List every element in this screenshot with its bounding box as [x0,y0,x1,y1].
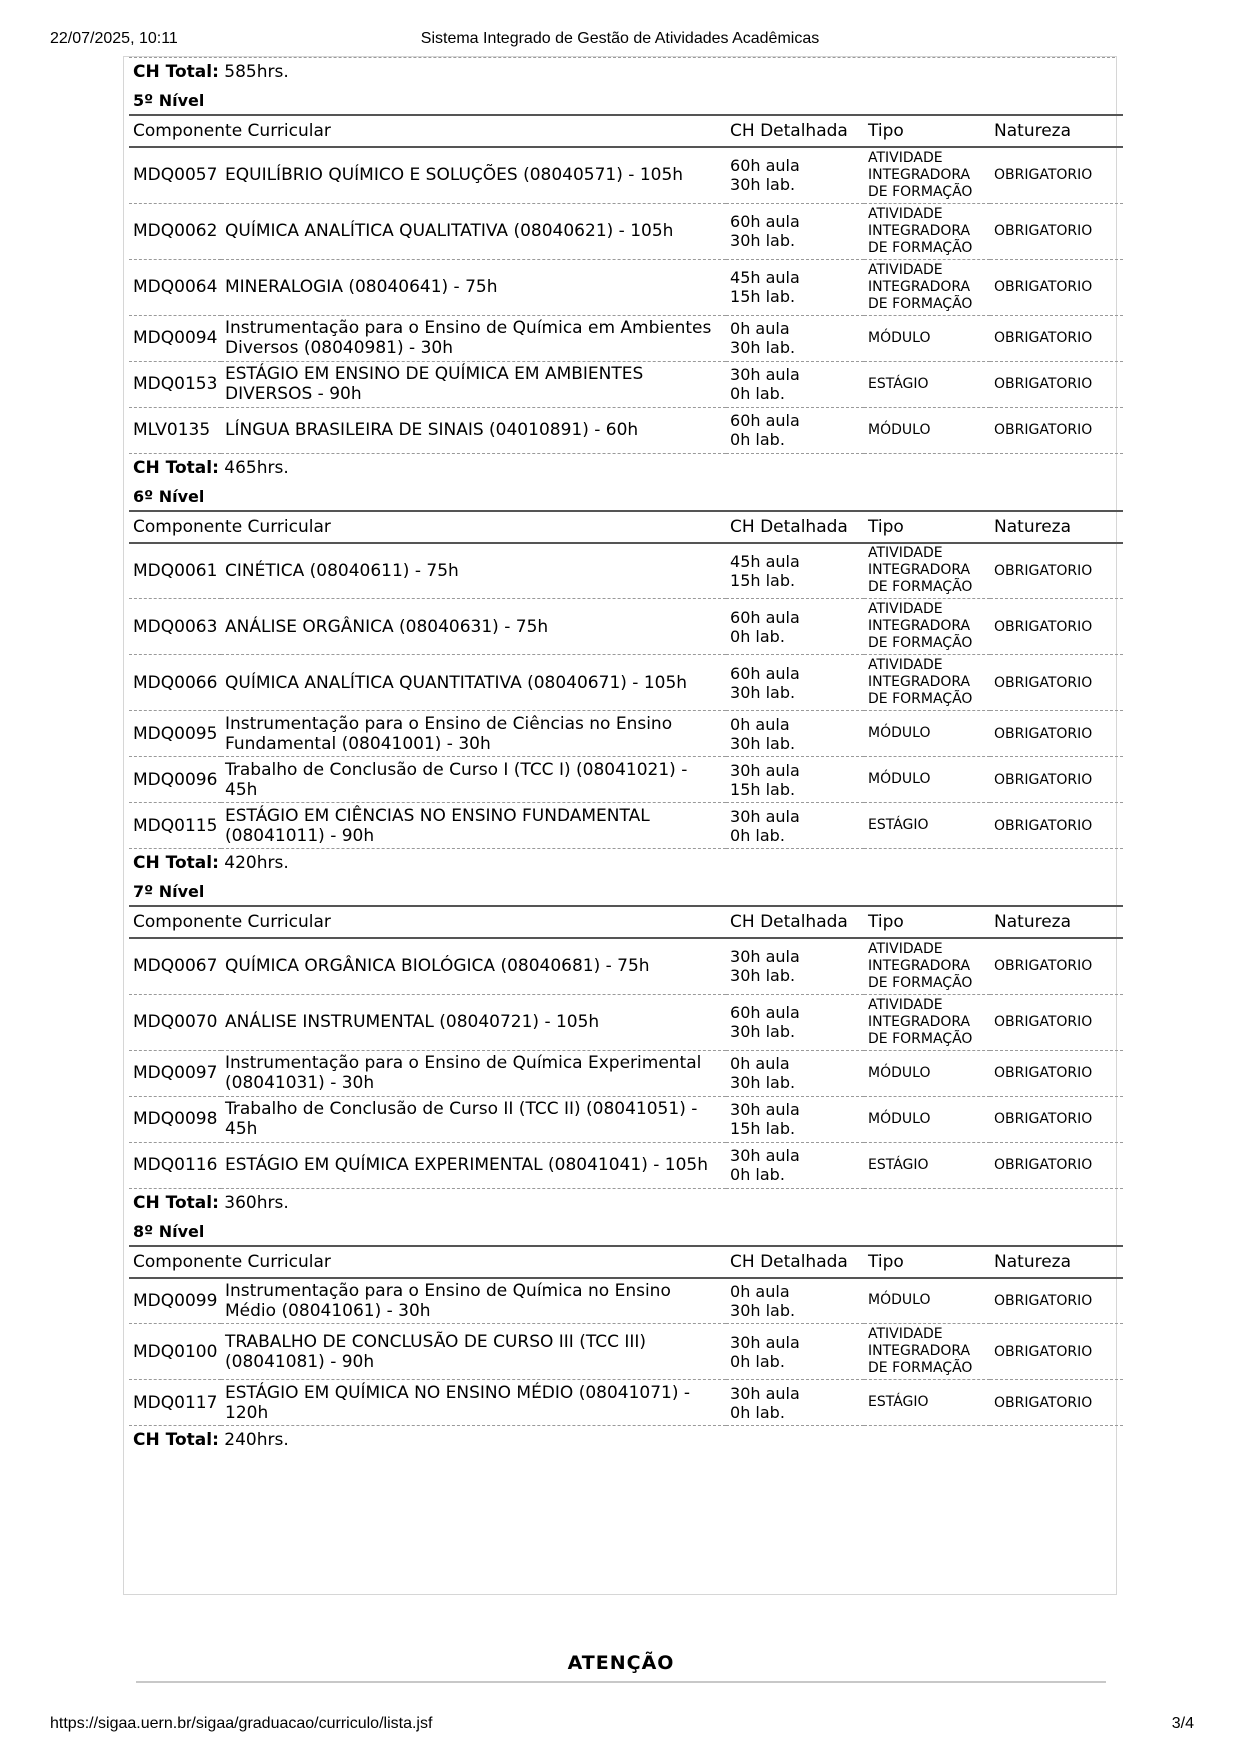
ch-detalhada [726,599,864,655]
ch-total-label: CH Total: [133,62,219,82]
component-name: TRABALHO DE CONCLUSÃO DE CURSO III (TCC III) (08041081) - 90h [221,1324,726,1380]
tipo-line: ESTÁGIO [868,1156,929,1173]
ch-lab: 0h lab. [730,1165,785,1184]
ch-total-label: CH Total: [133,1192,219,1213]
table-row [129,259,1123,315]
component-name: ANÁLISE ORGÂNICA (08040631) - 75h [221,599,726,655]
component-name: QUÍMICA ORGÂNICA BIOLÓGICA (08040681) - 75h [221,938,726,994]
print-url: https://sigaa.uern.br/sigaa/graduacao/curriculo/lista.jsf [50,1715,433,1732]
component-tipo [864,361,990,407]
tipo-line: ATIVIDADE [868,940,943,957]
component-code: MDQ0116 [129,1142,221,1188]
component-name: MINERALOGIA (08040641) - 75h [221,259,726,315]
curriculum-content [129,57,1123,1454]
tipo-line: INTEGRADORA [868,957,971,974]
table-row [129,599,1123,655]
tipo-line: INTEGRADORA [868,278,971,295]
print-page-number: 3/4 [1171,1715,1194,1732]
component-natureza: OBRIGATORIO [990,757,1123,803]
print-page-title: Sistema Integrado de Gestão de Atividades Acadêmicas [420,30,820,47]
ch-lab: 30h lab. [730,231,796,250]
component-tipo [864,757,990,803]
ch-lab: 30h lab. [730,175,796,195]
ch-lab: 15h lab. [730,779,796,799]
ch-lab: 15h lab. [730,570,796,590]
component-code: MDQ0115 [129,803,221,849]
component-code: MDQ0067 [129,938,221,994]
curriculum-table [129,1245,1123,1427]
ch-total-label: CH Total: [133,1430,219,1450]
component-code: MDQ0066 [129,655,221,711]
ch-aula: 30h aula [730,1100,800,1119]
table-row [129,1050,1123,1096]
ch-total-previous [129,58,1123,86]
ch-total [129,1189,1123,1217]
ch-detalhada [726,315,864,361]
ch-detalhada [726,757,864,803]
tipo-line: DE FORMAÇÃO [868,635,973,651]
tipo-line: MÓDULO [868,1292,931,1309]
component-tipo [864,711,990,757]
component-code: MDQ0094 [129,315,221,361]
level-title: 5º Nível [133,91,205,110]
table-header-row [129,906,1123,938]
tipo-line: ATIVIDADE [868,996,943,1013]
ch-lab: 0h lab. [730,430,785,449]
component-code: MDQ0095 [129,711,221,757]
component-tipo [864,1142,990,1188]
ch-aula: 60h aula [730,212,800,231]
column-header-ch: CH Detalhada [726,115,864,147]
ch-total-value: 465hrs. [224,457,289,478]
component-natureza: OBRIGATORIO [990,711,1123,757]
component-tipo [864,147,990,203]
column-header-tipo: Tipo [864,115,990,147]
component-code: MDQ0064 [129,259,221,315]
component-natureza: OBRIGATORIO [990,147,1123,203]
ch-detalhada [726,1096,864,1142]
tipo-line: INTEGRADORA [868,1343,971,1359]
column-header-natureza: Natureza [990,511,1123,543]
component-code: MDQ0063 [129,599,221,655]
ch-lab: 30h lab. [730,1022,796,1041]
component-natureza: OBRIGATORIO [990,1096,1123,1142]
tipo-line: DE FORMAÇÃO [868,1360,973,1376]
ch-aula: 60h aula [730,663,800,683]
tipo-line: DE FORMAÇÃO [868,579,973,596]
component-code: MDQ0153 [129,361,221,407]
component-code: MDQ0096 [129,757,221,803]
table-row [129,315,1123,361]
ch-lab: 15h lab. [730,1119,796,1138]
ch-aula: 30h aula [730,947,800,967]
component-tipo [864,655,990,711]
component-natureza: OBRIGATORIO [990,361,1123,407]
tipo-line: MÓDULO [868,771,931,787]
ch-total-value: 360hrs. [224,1192,289,1213]
component-natureza: OBRIGATORIO [990,203,1123,259]
component-natureza: OBRIGATORIO [990,407,1123,453]
ch-detalhada [726,1142,864,1188]
ch-aula: 0h aula [730,714,790,734]
table-row [129,1142,1123,1188]
column-header-componente: Componente Curricular [129,511,726,543]
ch-lab: 30h lab. [730,966,796,986]
component-code: MLV0135 [129,407,221,453]
ch-detalhada [726,407,864,453]
ch-total-value: 420hrs. [224,853,289,873]
print-header [0,30,1240,54]
tipo-line: INTEGRADORA [868,618,971,634]
table-row [129,711,1123,757]
component-tipo [864,407,990,453]
component-code: MDQ0097 [129,1050,221,1096]
table-header-row [129,511,1123,543]
tipo-line: INTEGRADORA [868,562,971,579]
ch-detalhada [726,711,864,757]
component-code: MDQ0098 [129,1096,221,1142]
ch-aula: 0h aula [730,1281,790,1301]
ch-lab: 0h lab. [730,825,785,845]
component-tipo [864,938,990,994]
print-footer [0,1715,1240,1739]
component-natureza: OBRIGATORIO [990,315,1123,361]
ch-detalhada [726,543,864,599]
ch-aula: 45h aula [730,551,800,571]
component-code: MDQ0099 [129,1278,221,1324]
component-name: ESTÁGIO EM QUÍMICA NO ENSINO MÉDIO (08041071) - 120h [221,1380,726,1426]
component-tipo [864,1324,990,1380]
ch-lab: 0h lab. [730,626,785,646]
component-natureza: OBRIGATORIO [990,1142,1123,1188]
ch-lab: 30h lab. [730,1300,796,1320]
component-natureza: OBRIGATORIO [990,803,1123,849]
table-row [129,803,1123,849]
component-name: ESTÁGIO EM CIÊNCIAS NO ENSINO FUNDAMENTAL (08041011) - 90h [221,803,726,849]
tipo-line: INTEGRADORA [868,1013,971,1030]
tipo-line: ATIVIDADE [868,657,943,673]
print-datetime: 22/07/2025, 10:11 [50,30,178,47]
tipo-line: INTEGRADORA [868,222,971,239]
ch-aula: 30h aula [730,806,800,826]
ch-detalhada [726,259,864,315]
component-code: MDQ0057 [129,147,221,203]
ch-detalhada [726,803,864,849]
ch-lab: 30h lab. [730,682,796,702]
level-title: 8º Nível [133,1221,205,1241]
ch-aula: 30h aula [730,1383,800,1403]
column-header-natureza: Natureza [990,1246,1123,1278]
table-row [129,1324,1123,1380]
ch-detalhada [726,1324,864,1380]
component-tipo [864,994,990,1050]
ch-aula: 60h aula [730,1003,800,1022]
component-code: MDQ0117 [129,1380,221,1426]
ch-detalhada [726,1278,864,1324]
table-row [129,361,1123,407]
component-code: MDQ0062 [129,203,221,259]
component-tipo [864,543,990,599]
ch-detalhada [726,994,864,1050]
component-natureza: OBRIGATORIO [990,1278,1123,1324]
ch-aula: 0h aula [730,319,790,338]
ch-aula: 30h aula [730,365,800,384]
component-name: CINÉTICA (08040611) - 75h [221,543,726,599]
ch-total-label: CH Total: [133,853,219,873]
tipo-line: ESTÁGIO [868,1394,929,1410]
ch-lab: 15h lab. [730,287,796,306]
ch-lab: 30h lab. [730,338,796,357]
component-natureza: OBRIGATORIO [990,1380,1123,1426]
tipo-line: ATIVIDADE [868,1326,943,1342]
component-code: MDQ0100 [129,1324,221,1380]
tipo-line: ESTÁGIO [868,375,929,392]
tipo-line: ESTÁGIO [868,817,929,833]
tipo-line: DE FORMAÇÃO [868,183,973,200]
component-tipo [864,1380,990,1426]
component-natureza: OBRIGATORIO [990,259,1123,315]
ch-detalhada [726,361,864,407]
ch-detalhada [726,203,864,259]
tipo-line: ATIVIDADE [868,545,943,562]
ch-total [129,454,1123,482]
attention-heading: ATENÇÃO [567,1652,675,1674]
ch-aula: 45h aula [730,268,800,287]
ch-total [129,1426,1123,1454]
table-row [129,147,1123,203]
component-tipo [864,315,990,361]
attention-divider [136,1681,1106,1683]
ch-lab: 0h lab. [730,384,785,403]
column-header-componente: Componente Curricular [129,1246,726,1278]
tipo-line: ATIVIDADE [868,261,943,278]
ch-aula: 60h aula [730,156,800,176]
column-header-ch: CH Detalhada [726,511,864,543]
tipo-line: MÓDULO [868,725,931,741]
table-row [129,543,1123,599]
ch-aula: 30h aula [730,760,800,780]
table-row [129,1278,1123,1324]
component-code: MDQ0070 [129,994,221,1050]
component-tipo [864,1278,990,1324]
component-name: Instrumentação para o Ensino de Química Experimental (08041031) - 30h [221,1050,726,1096]
component-name: Trabalho de Conclusão de Curso II (TCC II) (08041051) - 45h [221,1096,726,1142]
curriculum-panel [123,56,1117,1595]
ch-detalhada [726,147,864,203]
component-natureza: OBRIGATORIO [990,599,1123,655]
component-name: EQUILÍBRIO QUÍMICO E SOLUÇÕES (08040571) - 105h [221,147,726,203]
ch-lab: 30h lab. [730,733,796,753]
component-tipo [864,203,990,259]
tipo-line: INTEGRADORA [868,166,971,183]
tipo-line: MÓDULO [868,329,931,346]
curriculum-table [129,114,1123,454]
table-row [129,994,1123,1050]
ch-total-label: CH Total: [133,457,219,478]
component-name: ANÁLISE INSTRUMENTAL (08040721) - 105h [221,994,726,1050]
tipo-line: DE FORMAÇÃO [868,974,973,991]
table-row [129,655,1123,711]
table-row [129,1380,1123,1426]
column-header-ch: CH Detalhada [726,906,864,938]
column-header-natureza: Natureza [990,115,1123,147]
ch-total-value: 585hrs. [224,62,289,82]
tipo-line: ATIVIDADE [868,205,943,222]
component-name: Trabalho de Conclusão de Curso I (TCC I) (08041021) - 45h [221,757,726,803]
ch-aula: 0h aula [730,1054,790,1073]
ch-aula: 60h aula [730,411,800,430]
table-row [129,203,1123,259]
ch-aula: 60h aula [730,607,800,627]
tipo-line: MÓDULO [868,1064,931,1081]
table-row [129,757,1123,803]
component-name: ESTÁGIO EM QUÍMICA EXPERIMENTAL (08041041) - 105h [221,1142,726,1188]
table-header-row [129,1246,1123,1278]
ch-aula: 30h aula [730,1332,800,1352]
table-header-row [129,115,1123,147]
column-header-componente: Componente Curricular [129,115,726,147]
curriculum-table [129,510,1123,850]
tipo-line: MÓDULO [868,421,931,438]
curriculum-table [129,905,1123,1189]
component-name: Instrumentação para o Ensino de Química no Ensino Médio (08041061) - 30h [221,1278,726,1324]
component-name: QUÍMICA ANALÍTICA QUALITATIVA (08040621) - 105h [221,203,726,259]
component-name: ESTÁGIO EM ENSINO DE QUÍMICA EM AMBIENTES DIVERSOS - 90h [221,361,726,407]
component-tipo [864,599,990,655]
component-code: MDQ0061 [129,543,221,599]
ch-detalhada [726,1380,864,1426]
tipo-line: DE FORMAÇÃO [868,1030,973,1047]
component-name: Instrumentação para o Ensino de Ciências no Ensino Fundamental (08041001) - 30h [221,711,726,757]
component-name: QUÍMICA ANALÍTICA QUANTITATIVA (08040671) - 105h [221,655,726,711]
column-header-ch: CH Detalhada [726,1246,864,1278]
level-title: 6º Nível [133,486,205,506]
column-header-componente: Componente Curricular [129,906,726,938]
component-natureza: OBRIGATORIO [990,1324,1123,1380]
component-name: Instrumentação para o Ensino de Química em Ambientes Diversos (08040981) - 30h [221,315,726,361]
tipo-line: ATIVIDADE [868,601,943,617]
component-natureza: OBRIGATORIO [990,543,1123,599]
component-natureza: OBRIGATORIO [990,994,1123,1050]
column-header-tipo: Tipo [864,1246,990,1278]
ch-detalhada [726,655,864,711]
ch-detalhada [726,1050,864,1096]
tipo-line: ATIVIDADE [868,149,943,166]
tipo-line: DE FORMAÇÃO [868,239,973,256]
tipo-line: INTEGRADORA [868,674,971,690]
component-natureza: OBRIGATORIO [990,655,1123,711]
ch-lab: 0h lab. [730,1402,785,1422]
component-name: LÍNGUA BRASILEIRA DE SINAIS (04010891) - 60h [221,407,726,453]
component-natureza: OBRIGATORIO [990,938,1123,994]
level-title: 7º Nível [133,882,205,901]
column-header-tipo: Tipo [864,511,990,543]
column-header-natureza: Natureza [990,906,1123,938]
table-row [129,407,1123,453]
ch-total [129,849,1123,877]
ch-aula: 30h aula [730,1146,800,1165]
component-tipo [864,259,990,315]
component-tipo [864,1096,990,1142]
component-tipo [864,803,990,849]
tipo-line: DE FORMAÇÃO [868,295,973,312]
table-row [129,938,1123,994]
ch-total-value: 240hrs. [224,1430,289,1450]
table-row [129,1096,1123,1142]
column-header-tipo: Tipo [864,906,990,938]
tipo-line: MÓDULO [868,1110,931,1127]
tipo-line: DE FORMAÇÃO [868,691,973,707]
ch-lab: 30h lab. [730,1073,796,1092]
ch-detalhada [726,938,864,994]
ch-lab: 0h lab. [730,1351,785,1371]
component-natureza: OBRIGATORIO [990,1050,1123,1096]
component-tipo [864,1050,990,1096]
